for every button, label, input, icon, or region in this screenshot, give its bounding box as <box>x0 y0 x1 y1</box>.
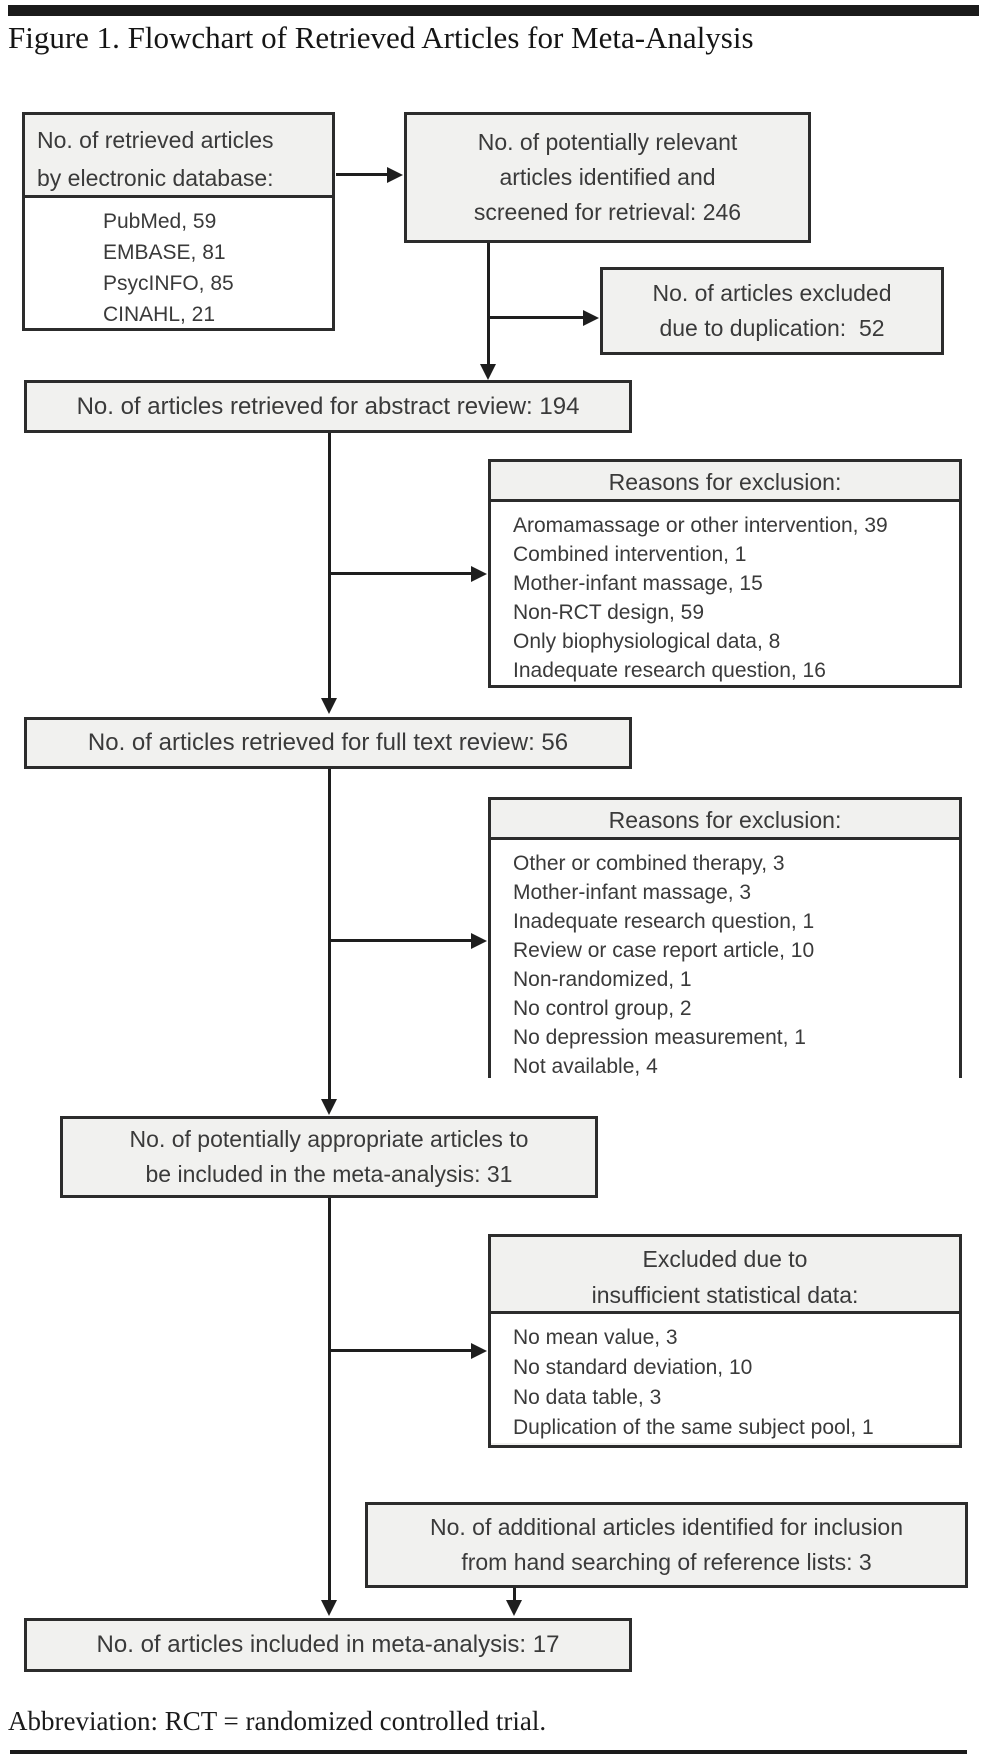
arrowhead-abstract-to-fulltext-icon <box>321 698 337 714</box>
box-potentially-relevant <box>404 112 811 243</box>
box-retrieved-by-database <box>22 112 335 331</box>
connector-branch-reasons-fulltext <box>330 939 473 942</box>
list-item: No control group, 2 <box>513 997 692 1020</box>
list-item: PsycINFO, 85 <box>103 272 234 295</box>
arrowhead-appropriate-to-included-icon <box>321 1600 337 1616</box>
box-retrieved-by-database-header <box>25 115 332 198</box>
box-reasons-exclusion-abstract <box>488 459 962 688</box>
box-insufficient-stats-list <box>491 1314 959 1443</box>
arrowhead-relevant-to-abstract-icon <box>480 364 496 380</box>
list-item: Non-RCT design, 59 <box>513 601 705 624</box>
box-reasons-exclusion-fulltext-list <box>491 840 959 1081</box>
list-item: Other or combined therapy, 3 <box>513 852 785 875</box>
box-insufficient-stats-header <box>491 1237 959 1314</box>
box-reasons-exclusion-fulltext-header: Reasons for exclusion: <box>491 800 959 840</box>
list-item: Review or case report article, 10 <box>513 939 815 962</box>
list-item: Duplication of the same subject pool, 1 <box>513 1416 874 1439</box>
list-item: due to duplication: 52 <box>659 315 885 341</box>
arrowhead-branch-reasons-fulltext-icon <box>471 933 487 949</box>
list-item: No depression measurement, 1 <box>513 1026 806 1049</box>
list-item: Mother-infant massage, 15 <box>513 572 763 595</box>
list-item: Excluded due to <box>642 1246 808 1272</box>
list-item: Combined intervention, 1 <box>513 543 747 566</box>
bottom-rule <box>10 1750 967 1754</box>
list-item: No. of potentially relevant <box>477 129 738 155</box>
list-item: screened for retrieval: 246 <box>473 199 742 225</box>
box-potentially-appropriate <box>60 1116 598 1198</box>
box-fulltext-review <box>24 717 632 769</box>
box-reasons-exclusion-fulltext <box>488 797 962 1078</box>
box-abstract-review-text: No. of articles retrieved for abstract review: 194 <box>76 392 580 420</box>
connector-branch-insufficient-stats <box>330 1349 473 1352</box>
list-item: No. of articles excluded <box>652 280 892 306</box>
list-item: be included in the meta-analysis: 31 <box>145 1161 513 1187</box>
arrowhead-branch-reasons-abstract-icon <box>471 566 487 582</box>
arrowhead-branch-duplication-icon <box>583 310 599 326</box>
box-additional-articles <box>365 1502 968 1588</box>
list-item: Mother-infant massage, 3 <box>513 881 752 904</box>
box-excluded-duplication <box>600 267 944 355</box>
list-item: Only biophysiological data, 8 <box>513 630 781 653</box>
connector-relevant-to-abstract <box>487 243 490 365</box>
arrowhead-database-to-relevant-icon <box>387 167 403 183</box>
list-item: Inadequate research question, 16 <box>513 659 826 682</box>
connector-appropriate-to-included <box>328 1198 331 1601</box>
list-item: Not available, 4 <box>513 1055 658 1078</box>
arrowhead-fulltext-to-appropriate-icon <box>321 1099 337 1115</box>
list-item: No. of retrieved articles <box>37 127 274 153</box>
connector-abstract-to-fulltext <box>328 433 331 699</box>
box-reasons-exclusion-abstract-header: Reasons for exclusion: <box>491 462 959 502</box>
box-abstract-review <box>24 380 632 433</box>
list-item: Inadequate research question, 1 <box>513 910 815 933</box>
figure-title: Figure 1. Flowchart of Retrieved Articles for Meta-Analysis <box>8 20 754 55</box>
box-insufficient-stats <box>488 1234 962 1448</box>
connector-fulltext-to-appropriate <box>328 769 331 1100</box>
list-item: No data table, 3 <box>513 1386 662 1409</box>
list-item: No standard deviation, 10 <box>513 1356 753 1379</box>
list-item: PubMed, 59 <box>103 210 217 233</box>
list-item: insufficient statistical data: <box>591 1282 859 1308</box>
list-item: by electronic database: <box>37 165 274 191</box>
list-item: from hand searching of reference lists: 3 <box>461 1549 872 1575</box>
list-item: No mean value, 3 <box>513 1326 678 1349</box>
arrowhead-branch-insufficient-stats-icon <box>471 1343 487 1359</box>
list-item: articles identified and <box>499 164 716 190</box>
top-rule <box>8 5 979 16</box>
connector-database-to-relevant <box>336 173 390 176</box>
abbreviation-note: Abbreviation: RCT = randomized controlled trial. <box>8 1706 547 1736</box>
connector-branch-duplication <box>488 316 586 319</box>
box-fulltext-review-text: No. of articles retrieved for full text review: 56 <box>87 729 569 756</box>
list-item: CINAHL, 21 <box>103 303 216 326</box>
list-item: Aromamassage or other intervention, 39 <box>513 514 888 537</box>
box-included-meta-analysis <box>24 1618 632 1672</box>
list-item: EMBASE, 81 <box>103 241 226 264</box>
box-included-meta-analysis-text: No. of articles included in meta-analysis: 17 <box>96 1631 560 1658</box>
box-retrieved-by-database-list <box>25 198 332 328</box>
list-item: No. of additional articles identified for inclusion <box>429 1514 904 1540</box>
list-item: No. of potentially appropriate articles to <box>129 1126 529 1152</box>
box-reasons-exclusion-abstract-list <box>491 502 959 685</box>
list-item: Non-randomized, 1 <box>513 968 692 991</box>
connector-branch-reasons-abstract <box>330 572 473 575</box>
arrowhead-additional-to-included-icon <box>506 1600 522 1616</box>
